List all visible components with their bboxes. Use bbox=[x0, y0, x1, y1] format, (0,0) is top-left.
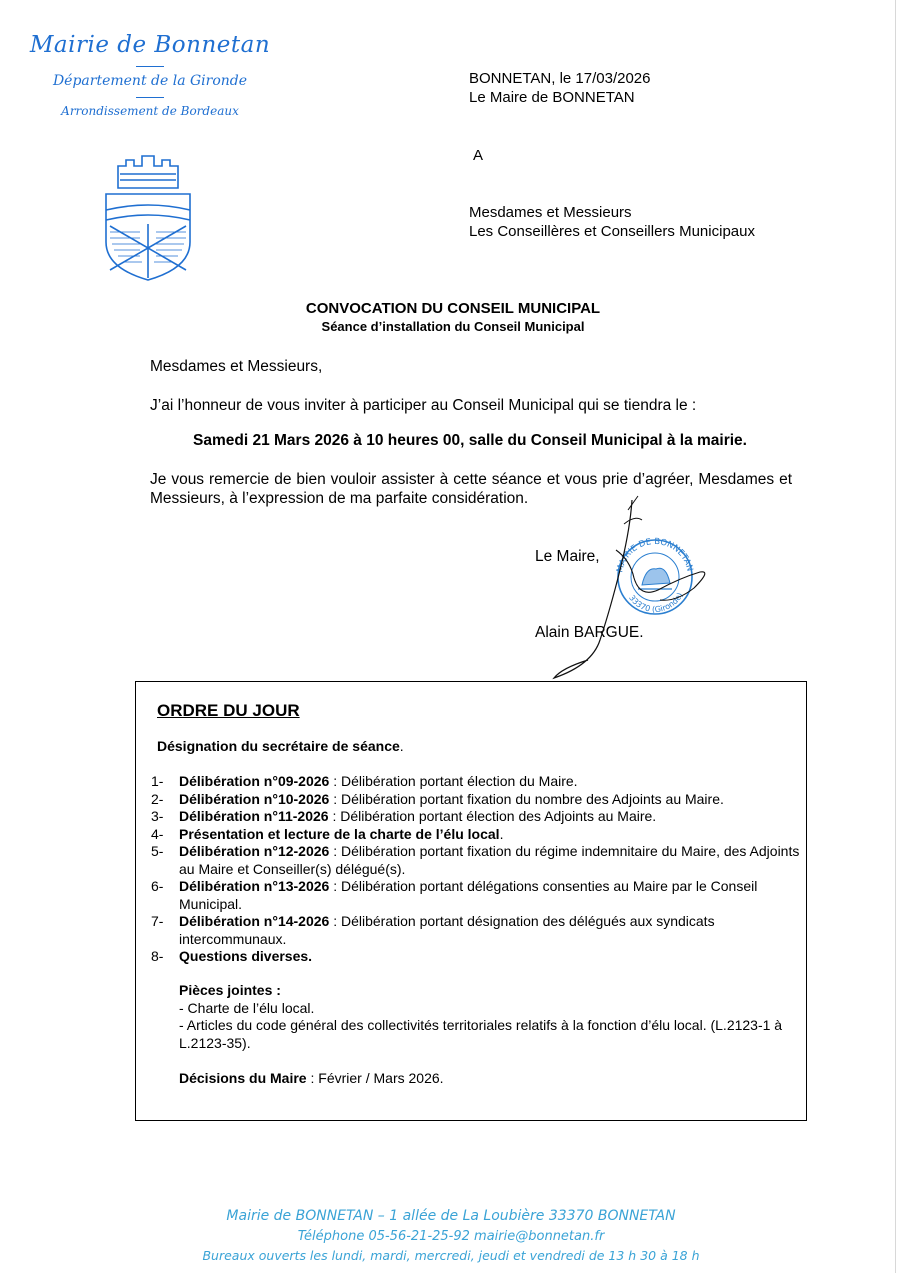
agenda-item: 2- Délibération n°10-2026 : Délibération portant fixation du nombre des Adjoints au Maire. bbox=[151, 790, 724, 807]
place-date: BONNETAN, le 17/03/2026 bbox=[469, 70, 651, 87]
letterhead-arrondissement: Arrondissement de Bordeaux bbox=[61, 104, 239, 118]
letterhead-divider bbox=[136, 66, 164, 67]
signature-name: Alain BARGUE. bbox=[535, 624, 644, 641]
closing-text: Je vous remercie de bien vouloir assister à cette séance et vous prie d’agréer, Mesdames et Messieurs, à l’expression de ma parfaite considération. bbox=[150, 471, 792, 507]
agenda-item: 1- Délibération n°09-2026 : Délibération portant élection du Maire. bbox=[151, 773, 578, 789]
mayor-decisions: Décisions du Maire : Février / Mars 2026. bbox=[179, 1070, 444, 1086]
agenda-item: 7- Délibération n°14-2026 : Délibération portant désignation des délégués aux syndicats intercommunaux. bbox=[151, 913, 715, 947]
letterhead-mairie: Mairie de Bonnetan bbox=[29, 32, 271, 58]
meeting-details: Samedi 21 Mars 2026 à 10 heures 00, salle du Conseil Municipal à la mairie. bbox=[193, 432, 747, 449]
handwritten-signature bbox=[540, 490, 710, 690]
coat-of-arms-icon bbox=[100, 150, 196, 282]
page-edge-line bbox=[895, 0, 896, 1273]
agenda-item: 5- Délibération n°12-2026 : Délibération portant fixation du régime indemnitaire du Maire, des Adjoints au Maire et Conseiller(s) délégué(s). bbox=[151, 843, 800, 877]
sender-line: Le Maire de BONNETAN bbox=[469, 89, 635, 106]
agenda-title: ORDRE DU JOUR bbox=[157, 701, 300, 720]
footer-address: Mairie de BONNETAN – 1 allée de La Loubière 33370 BONNETAN bbox=[226, 1208, 676, 1224]
svg-text:33370 (Gironde): 33370 (Gironde) bbox=[627, 591, 685, 615]
attachments-title: Pièces jointes : bbox=[179, 982, 281, 998]
letterhead-divider bbox=[136, 97, 164, 98]
attachments bbox=[179, 982, 799, 1052]
recipient-prefix: A bbox=[473, 147, 484, 164]
agenda-item: 3- Délibération n°11-2026 : Délibération portant élection des Adjoints au Maire. bbox=[151, 808, 657, 824]
salutation: Mesdames et Messieurs, bbox=[150, 358, 323, 375]
svg-text:MAIRIE DE BONNETAN: MAIRIE DE BONNETAN bbox=[615, 537, 695, 574]
letterhead-departement: Département de la Gironde bbox=[52, 73, 248, 89]
document-title: CONVOCATION DU CONSEIL MUNICIPAL bbox=[305, 300, 601, 317]
letterhead bbox=[20, 32, 280, 118]
signature-role: Le Maire, bbox=[535, 548, 600, 565]
recipient-line-1: Mesdames et Messieurs bbox=[469, 204, 632, 221]
invitation-text: J’ai l’honneur de vous inviter à participer au Conseil Municipal qui se tiendra le : bbox=[150, 397, 697, 414]
attachment-item: - Charte de l’élu local. bbox=[179, 999, 315, 1016]
agenda-secretaire: Désignation du secrétaire de séance. bbox=[157, 738, 404, 754]
footer-hours: Bureaux ouverts les lundi, mardi, mercredi, jeudi et vendredi de 13 h 30 à 18 h bbox=[202, 1248, 700, 1263]
recipient-line-2: Les Conseillères et Conseillers Municipaux bbox=[469, 223, 755, 240]
footer-contact: Téléphone 05-56-21-25-92 mairie@bonnetan.fr bbox=[297, 1229, 605, 1244]
agenda-item: 4- Présentation et lecture de la charte de l’élu local. bbox=[151, 825, 504, 842]
attachment-item: - Articles du code général des collectivités territoriales relatifs à la fonction d’élu local. (L.2123-1 à L.2123-35). bbox=[179, 1017, 783, 1051]
agenda-items bbox=[151, 773, 806, 966]
agenda-item: 6- Délibération n°13-2026 : Délibération portant délégations consenties au Maire par le Conseil Municipal. bbox=[151, 878, 758, 912]
document-subtitle: Séance d’installation du Conseil Municipal bbox=[321, 319, 585, 334]
agenda-box bbox=[135, 681, 807, 1121]
agenda-item: 8- Questions diverses. bbox=[151, 948, 313, 964]
